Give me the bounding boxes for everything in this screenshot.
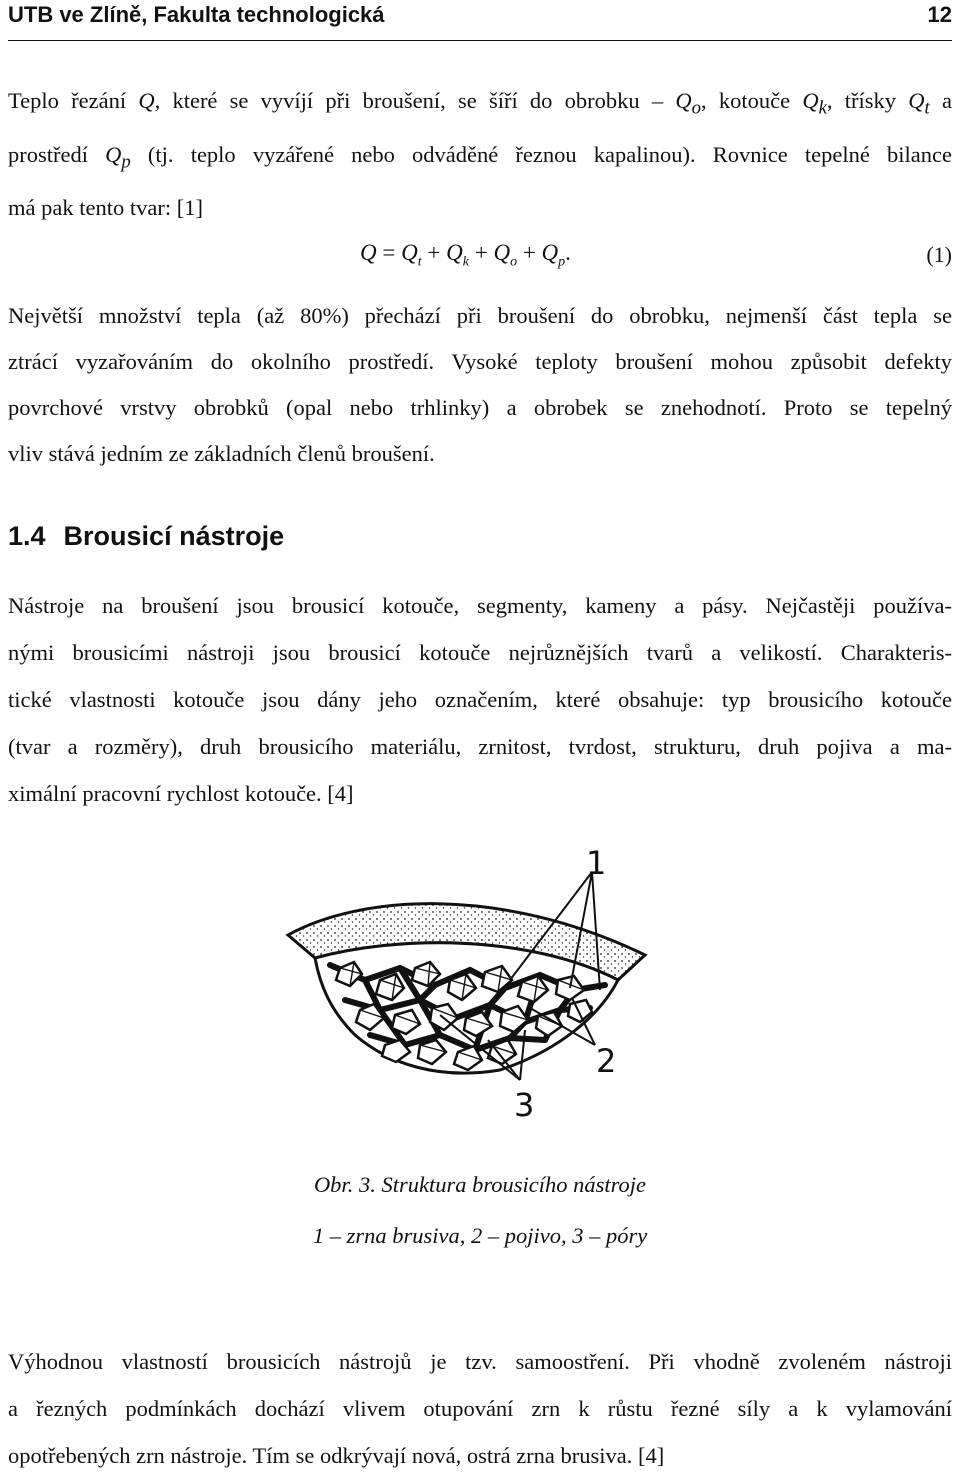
paragraph-line: vliv stává jedním ze základních členů broušení.	[8, 441, 435, 466]
paragraph-line: povrchové vrstvy obrobků (opal nebo trhlinky) a obrobek se znehodnotí. Proto se tepelný	[8, 395, 952, 420]
figure-caption: Obr. 3. Struktura brousicího nástroje	[313, 1172, 647, 1197]
section-title: Brousicí nástroje	[63, 521, 285, 551]
paragraph-self-sharpening	[8, 1338, 952, 1479]
paragraph-line: Teplo řezání Q, které se vyvíjí při broušení, se šíří do obrobku – $Q_o$, kotouče $Q_k$, třísky $Q_t$ a	[8, 88, 952, 119]
figure-label-3: 3	[514, 1086, 535, 1124]
grinding-tool-structure-figure	[270, 840, 670, 1125]
paragraph-line: Nástroje na broušení jsou brousicí kotouče, segmenty, kameny a pásy. Nejčastěji používa-	[8, 593, 952, 618]
figure-legend: 1 – zrna brusiva, 2 – pojivo, 3 – póry	[312, 1223, 648, 1248]
equation-number: (1)	[926, 242, 952, 267]
paragraph-line: prostředí $Q_p$ (tj. teplo vyzářené nebo odváděné řeznou kapalinou). Rovnice tepelné bilance	[8, 141, 952, 172]
section-heading	[8, 521, 284, 552]
paragraph-line: nými brousicími nástroji jsou brousicí kotouče nejrůznějších tvarů a velikostí. Charakteris-	[8, 640, 952, 665]
paragraph-line: a řezných podmínkách dochází vlivem otupování zrn k růstu řezné síly a k vylamování	[8, 1396, 952, 1421]
heat-balance-equation: $Q = Q_t + Q_k + Q_o + Q_p$.	[360, 240, 571, 270]
paragraph-line: opotřebených zrn nástroje. Tím se odkrývají nová, ostrá zrna brusiva. [4]	[8, 1443, 665, 1468]
paragraph-line: má pak tento tvar: [1]	[8, 195, 203, 220]
paragraph-line: Výhodnou vlastností brousicích nástrojů je tzv. samoostření. Při vhodně zvoleném nástroji	[8, 1349, 952, 1374]
paragraph-line: Největší množství tepla (až 80%) přechází při broušení do obrobku, nejmenší část tepla se	[8, 303, 952, 328]
header-title: UTB ve Zlíně, Fakulta technologická	[8, 2, 385, 27]
figure-label-1: 1	[586, 844, 607, 882]
figure-label-2: 2	[596, 1042, 617, 1080]
section-number: 1.4	[8, 521, 46, 551]
page-number: 12	[927, 2, 952, 27]
page-header	[8, 0, 952, 41]
paragraph-line: tické vlastnosti kotouče jsou dány jeho označením, které obsahuje: typ brousicího kotouče	[8, 687, 952, 712]
paragraph-heat-distribution	[8, 78, 952, 231]
paragraph-line: ztrácí vyzařováním do okolního prostředí. Vysoké teploty broušení mohou způsobit defekty	[8, 349, 952, 374]
paragraph-line: (tvar a rozměry), druh brousicího materiálu, zrnitost, tvrdost, strukturu, druh pojiva a ma-	[8, 734, 952, 759]
paragraph-tools	[8, 582, 952, 817]
paragraph-heat-effects	[8, 293, 952, 477]
paragraph-line: ximální pracovní rychlost kotouče. [4]	[8, 781, 354, 806]
